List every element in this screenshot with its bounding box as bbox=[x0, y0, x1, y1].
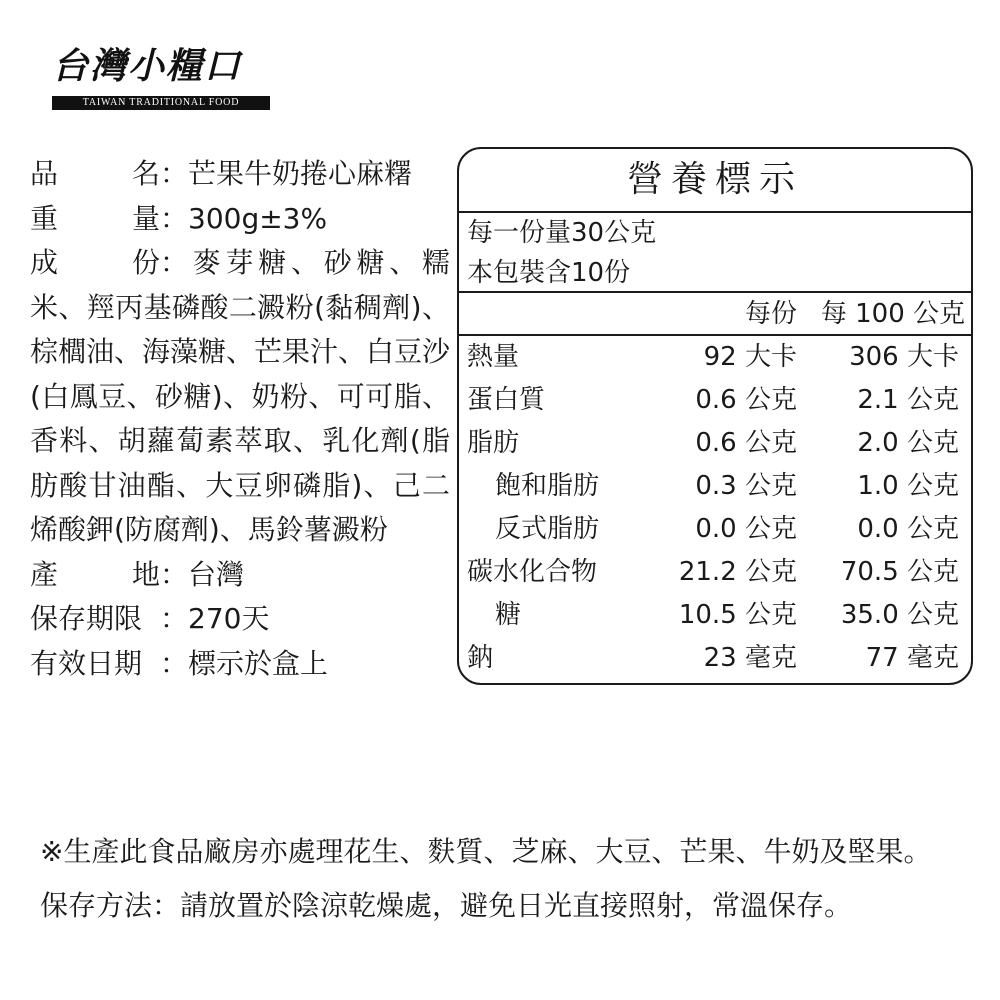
info-row-weight: 重 量 ： 300g±3% bbox=[30, 197, 450, 242]
info-row-ingredients: 成 份 ：麥芽糖、砂糖、糯米、羥丙基磷酸二澱粉(黏稠劑)、棕櫚油、海藻糖、芒果汁、白豆沙(白鳳豆、砂糖)、奶粉、可可脂、香料、胡蘿蔔素萃取、乳化劑(脂肪酸甘油酯、大豆卵磷脂)、己二烯酸鉀(防腐劑)、馬鈴薯澱粉 bbox=[30, 241, 450, 553]
nutrient-row-sodium: 鈉 23 毫克 77 毫克 bbox=[467, 643, 959, 673]
nutrient-row-protein: 蛋白質 0.6 公克 2.1 公克 bbox=[467, 385, 959, 415]
nutrient-row-trans-fat: 反式脂肪 0.0 公克 0.0 公克 bbox=[495, 514, 959, 544]
nutrition-title: 營養標示 bbox=[459, 149, 971, 213]
notes-section bbox=[40, 830, 970, 928]
origin-value: 台灣 bbox=[188, 557, 245, 591]
weight-label: 重 量 bbox=[30, 201, 160, 235]
serving-size: 每一份量30公克 bbox=[467, 218, 657, 248]
ingredients-label: 成 份 bbox=[30, 246, 160, 279]
storage-instructions: 保存方法：請放置於陰涼乾燥處，避免日光直接照射，常溫保存。 bbox=[40, 889, 853, 922]
nutrition-header-row bbox=[459, 293, 971, 336]
logo-title: 台灣小糧口 bbox=[52, 45, 243, 87]
info-row-origin: 產 地 ： 台灣 bbox=[30, 553, 450, 598]
expiry-label: 有效日期 bbox=[30, 646, 143, 680]
weight-value: 300g±3% bbox=[188, 201, 328, 235]
ingredients-value: 麥芽糖、砂糖、糯米、羥丙基磷酸二澱粉(黏稠劑)、棕櫚油、海藻糖、芒果汁、白豆沙(白鳳豆、砂糖)、奶粉、可可脂、香料、胡蘿蔔素萃取、乳化劑(脂肪酸甘油酯、大豆卵磷脂)、己二烯酸鉀(防腐劑)、馬鈴薯澱粉 bbox=[30, 246, 451, 546]
allergen-note: ※生產此食品廠房亦處理花生、麩質、芝麻、大豆、芒果、牛奶及堅果。 bbox=[40, 835, 932, 868]
info-row-name: 品 名 ： 芒果牛奶捲心麻糬 bbox=[30, 152, 450, 197]
info-row-shelf-life: 保存期限 ： 270天 bbox=[30, 597, 450, 642]
nutrient-row-saturated-fat: 飽和脂肪 0.3 公克 1.0 公克 bbox=[495, 471, 959, 501]
nutrition-facts-panel bbox=[457, 147, 973, 685]
nutrient-row-sugar: 糖 10.5 公克 35.0 公克 bbox=[495, 600, 959, 630]
servings-per-package: 本包裝含10份 bbox=[459, 253, 971, 293]
nutrient-row-carbohydrate: 碳水化合物 21.2 公克 70.5 公克 bbox=[467, 557, 959, 587]
name-value: 芒果牛奶捲心麻糬 bbox=[188, 157, 413, 190]
logo-subtitle: TAIWAN TRADITIONAL FOOD bbox=[52, 96, 270, 110]
nutrient-row-energy: 熱量 92 大卡 306 大卡 bbox=[467, 342, 959, 372]
name-label: 品 名 bbox=[30, 157, 160, 190]
expiry-value: 標示於盒上 bbox=[188, 646, 329, 680]
info-row-expiry: 有效日期 ： 標示於盒上 bbox=[30, 642, 450, 687]
col-per-serving: 每份 bbox=[744, 299, 797, 329]
product-info bbox=[30, 152, 450, 686]
nutrient-row-fat: 脂肪 0.6 公克 2.0 公克 bbox=[467, 428, 959, 458]
shelf-value: 270天 bbox=[188, 602, 270, 635]
brand-logo bbox=[52, 40, 278, 110]
origin-label: 產 地 bbox=[30, 557, 160, 591]
col-per-100g: 每 100 公克 bbox=[820, 299, 965, 329]
shelf-label: 保存期限 bbox=[30, 602, 143, 635]
